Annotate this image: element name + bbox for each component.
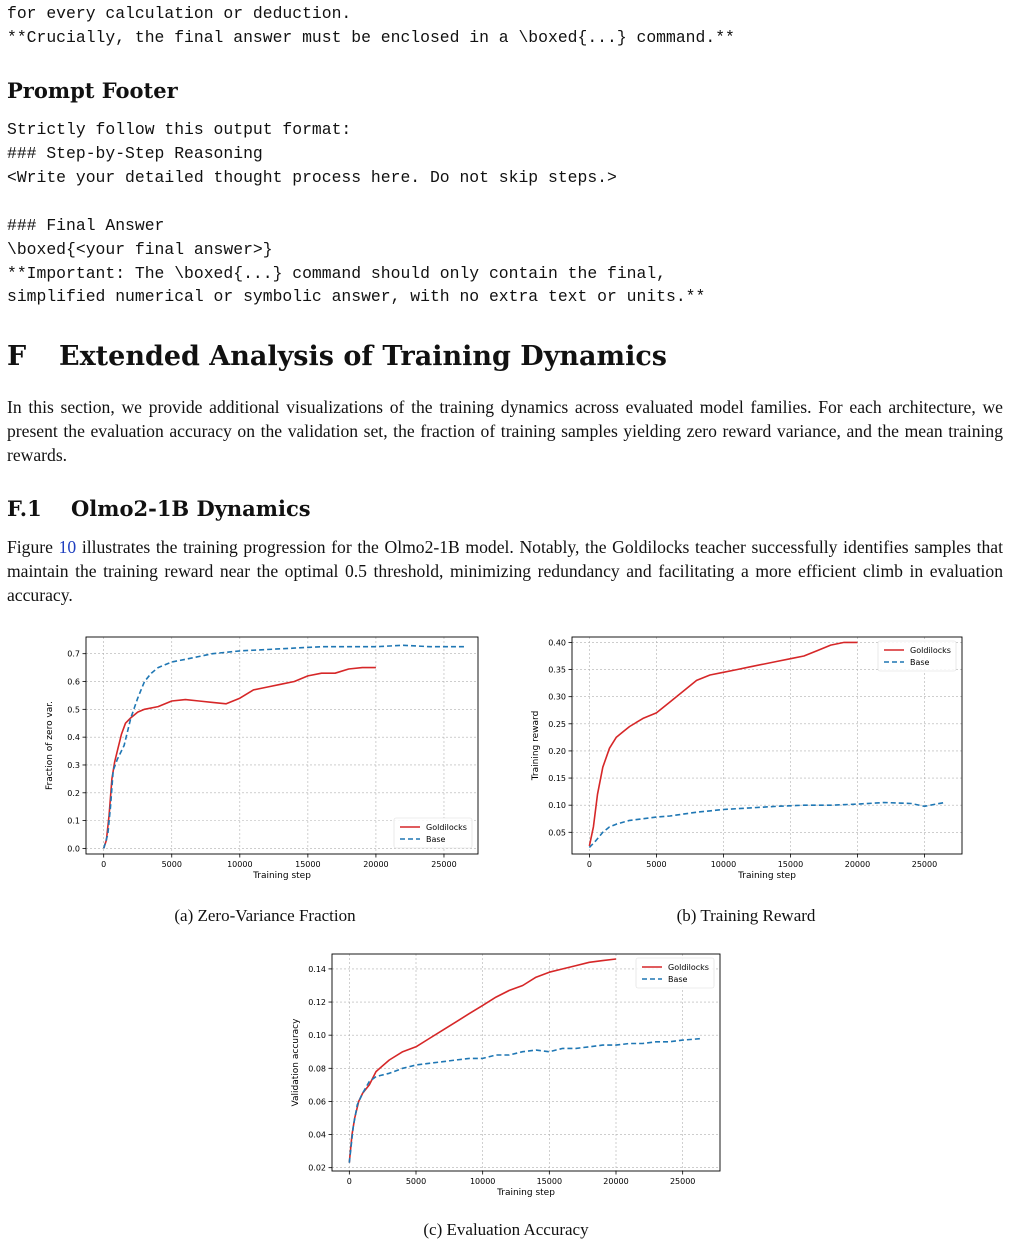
code-line: ### Final Answer	[7, 216, 165, 235]
y-tick-label: 0.08	[308, 1064, 326, 1074]
y-tick-label: 0.10	[308, 1031, 326, 1041]
paragraph-text: Figure	[7, 537, 59, 557]
chart-training-reward	[522, 630, 970, 892]
x-tick-label: 5000	[405, 1177, 427, 1186]
x-tick-label: 10000	[710, 860, 737, 869]
y-axis-label: Fraction of zero var.	[45, 700, 55, 791]
subsection-title: Olmo2-1B Dynamics	[71, 496, 311, 521]
subsection-paragraph	[7, 535, 1003, 607]
y-tick-label: 0.0	[67, 844, 80, 854]
figure-ref-link[interactable]: 10	[58, 537, 77, 557]
y-tick-label: 0.2	[67, 788, 80, 798]
legend-label: Base	[668, 975, 688, 984]
code-line: simplified numerical or symbolic answer, with no extra text or units.**	[7, 287, 706, 306]
x-tick-label: 0	[346, 1177, 352, 1186]
y-tick-label: 0.4	[67, 733, 80, 743]
code-line: <Write your detailed thought process here. Do not skip steps.>	[7, 168, 617, 187]
y-tick-label: 0.05	[548, 828, 566, 838]
x-tick-label: 10000	[227, 860, 253, 869]
y-tick-label: 0.10	[548, 801, 566, 811]
series-line-goldilocks	[349, 959, 616, 1163]
legend-label: Goldilocks	[910, 646, 951, 655]
y-tick-label: 0.20	[548, 746, 566, 756]
x-tick-label: 15000	[536, 1177, 563, 1186]
series-line-goldilocks	[589, 642, 857, 846]
y-tick-label: 0.06	[308, 1097, 326, 1107]
legend-label: Goldilocks	[426, 823, 467, 832]
y-tick-label: 0.7	[67, 649, 80, 659]
x-axis-label: Training step	[253, 871, 311, 881]
legend-label: Base	[910, 658, 930, 667]
caption-a: (a) Zero-Variance Fraction	[174, 906, 356, 925]
code-line: \boxed{<your final answer>}	[7, 240, 273, 259]
x-tick-label: 25000	[911, 860, 938, 869]
x-tick-label: 20000	[363, 860, 389, 869]
y-axis-label: Validation accuracy	[291, 1018, 301, 1107]
y-tick-label: 0.35	[548, 665, 566, 675]
y-tick-label: 0.12	[308, 998, 326, 1008]
chart-evaluation-accuracy	[282, 947, 730, 1209]
paragraph-text: illustrates the training progression for the Olmo2-1B model. Notably, the Goldilocks teacher successfully identifies samples that maintain the training reward near the optimal 0.5 threshold, minimizing redundancy and facilitating a more efficient climb in evaluation accuracy.	[7, 537, 1003, 605]
x-axis-label: Training step	[497, 1188, 555, 1198]
x-tick-label: 20000	[844, 860, 871, 869]
y-tick-label: 0.40	[548, 638, 566, 648]
section-heading	[7, 341, 667, 372]
section-title: Extended Analysis of Training Dynamics	[59, 341, 667, 372]
series-line-base	[349, 1039, 702, 1163]
prompt-footer-heading: Prompt Footer	[7, 78, 178, 103]
x-tick-label: 15000	[295, 860, 321, 869]
caption-c: (c) Evaluation Accuracy	[423, 1220, 589, 1239]
y-tick-label: 0.5	[67, 705, 80, 715]
y-tick-label: 0.6	[67, 677, 80, 687]
x-tick-label: 0	[101, 860, 107, 869]
x-tick-label: 5000	[161, 860, 182, 869]
x-tick-label: 20000	[603, 1177, 629, 1186]
x-axis-label: Training step	[738, 871, 796, 881]
x-tick-label: 10000	[469, 1177, 496, 1186]
section-intro: In this section, we provide additional visualizations of the training dynamics across evaluated model families. For each architecture, we present the evaluation accuracy on the validation set, the fraction of training samples yielding zero reward variance, and the mean training rewards.	[7, 397, 1003, 465]
y-axis-label: Training reward	[531, 710, 541, 781]
y-tick-label: 0.15	[548, 774, 566, 784]
y-tick-label: 0.1	[67, 816, 80, 826]
code-line: **Important: The \boxed{...} command should only contain the final,	[7, 264, 667, 283]
y-tick-label: 0.14	[308, 964, 326, 974]
y-tick-label: 0.02	[308, 1163, 326, 1173]
legend-label: Goldilocks	[668, 963, 709, 972]
y-tick-label: 0.25	[548, 719, 566, 729]
x-tick-label: 15000	[777, 860, 804, 869]
y-tick-label: 0.04	[308, 1130, 326, 1140]
section-number: F	[7, 341, 27, 372]
x-tick-label: 0	[586, 860, 592, 869]
code-line: **Crucially, the final answer must be enclosed in a \boxed{...} command.**	[7, 28, 735, 47]
chart-zero-variance	[40, 630, 490, 892]
x-tick-label: 25000	[669, 1177, 696, 1186]
subsection-heading	[7, 496, 311, 521]
y-tick-label: 0.3	[67, 760, 80, 770]
x-tick-label: 5000	[646, 860, 667, 869]
code-line: ### Step-by-Step Reasoning	[7, 144, 263, 163]
y-tick-label: 0.30	[548, 692, 566, 702]
caption-b: (b) Training Reward	[676, 906, 816, 925]
legend-label: Base	[426, 835, 446, 844]
code-line: Strictly follow this output format:	[7, 120, 352, 139]
subsection-number: F.1	[7, 496, 42, 521]
x-tick-label: 25000	[431, 860, 457, 869]
code-line: for every calculation or deduction.	[7, 4, 352, 23]
series-line-base	[589, 803, 944, 848]
